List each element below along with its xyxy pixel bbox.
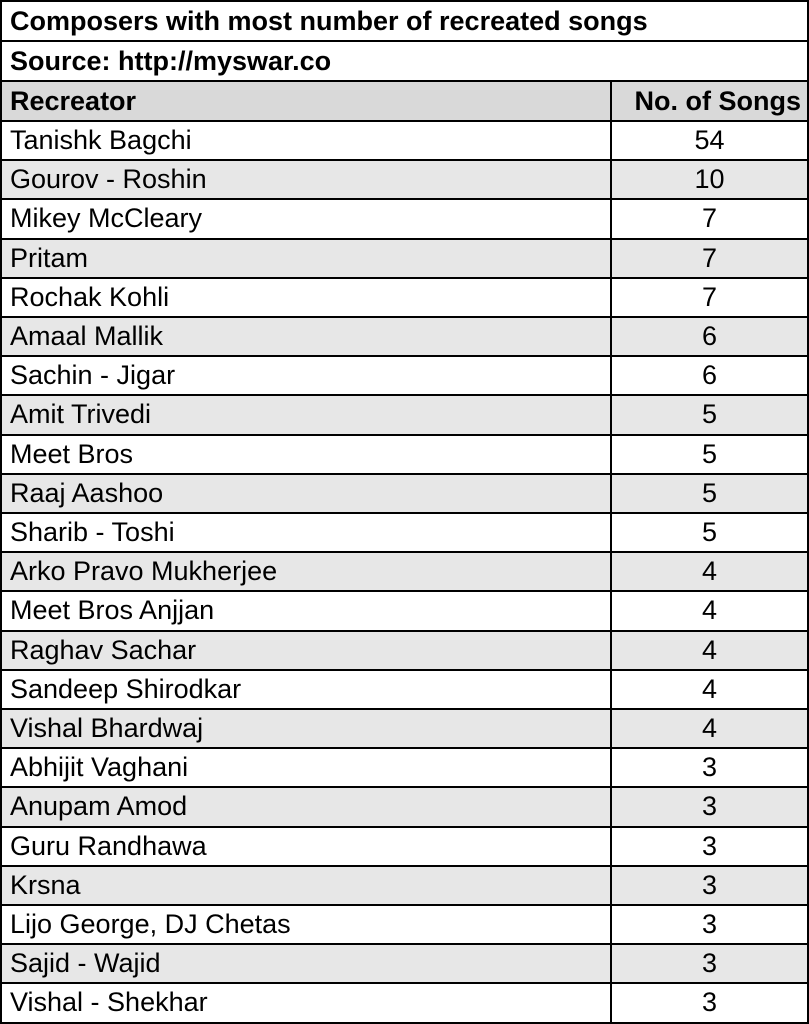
recreator-cell: Raaj Aashoo <box>2 475 612 512</box>
table-header-row <box>0 80 809 120</box>
table-row <box>0 943 809 982</box>
table-row <box>0 708 809 747</box>
table-row <box>0 904 809 943</box>
songs-count-cell: 3 <box>701 752 718 783</box>
recreator-cell: Sandeep Shirodkar <box>2 671 612 708</box>
songs-count-cell: 54 <box>694 125 725 156</box>
table-row <box>0 238 809 277</box>
table-row <box>0 865 809 904</box>
recreator-cell: Krsna <box>2 867 612 904</box>
recreator-cell: Vishal - Shekhar <box>2 984 612 1021</box>
songs-count-cell: 5 <box>701 399 718 430</box>
table-title: Composers with most number of recreated songs <box>10 5 648 36</box>
recreator-cell: Vishal Bhardwaj <box>2 710 612 747</box>
recreator-cell: Sajid - Wajid <box>2 945 612 982</box>
songs-count-cell: 3 <box>701 791 718 822</box>
recreator-cell: Abhijit Vaghani <box>2 749 612 786</box>
recreator-cell: Lijo George, DJ Chetas <box>2 906 612 943</box>
table-row <box>0 277 809 316</box>
recreator-cell: Sachin - Jigar <box>2 357 612 394</box>
recreator-cell: Gourov - Roshin <box>2 161 612 198</box>
table-title-row <box>0 0 809 40</box>
recreator-cell: Guru Randhawa <box>2 828 612 865</box>
songs-count-cell: 4 <box>701 595 718 626</box>
table-row <box>0 590 809 629</box>
recreator-cell: Pritam <box>2 240 612 277</box>
songs-count-cell: 7 <box>701 242 718 273</box>
songs-count-cell: 4 <box>701 673 718 704</box>
songs-count-cell: 3 <box>701 948 718 979</box>
table-row <box>0 316 809 355</box>
songs-count-cell: 7 <box>701 203 718 234</box>
songs-count-cell: 5 <box>701 477 718 508</box>
table-row <box>0 434 809 473</box>
table-row <box>0 355 809 394</box>
recreator-cell: Meet Bros Anjjan <box>2 592 612 629</box>
table-row <box>0 473 809 512</box>
songs-count-cell: 6 <box>701 360 718 391</box>
recreator-cell: Anupam Amod <box>2 788 612 825</box>
table-row <box>0 198 809 237</box>
table-row <box>0 786 809 825</box>
column-header-recreator: Recreator <box>2 82 612 120</box>
recreator-cell: Tanishk Bagchi <box>2 122 612 159</box>
songs-count-cell: 4 <box>701 556 718 587</box>
songs-count-cell: 3 <box>701 830 718 861</box>
songs-count-cell: 7 <box>701 281 718 312</box>
songs-count-cell: 10 <box>694 164 725 195</box>
recreator-cell: Arko Pravo Mukherjee <box>2 553 612 590</box>
table-row <box>0 747 809 786</box>
recreator-cell: Sharib - Toshi <box>2 514 612 551</box>
table-row <box>0 120 809 159</box>
recreator-cell: Raghav Sachar <box>2 632 612 669</box>
recreator-cell: Rochak Kohli <box>2 279 612 316</box>
recreator-cell: Amaal Mallik <box>2 318 612 355</box>
table-source: Source: http://myswar.co <box>10 45 332 76</box>
songs-count-cell: 3 <box>701 987 718 1018</box>
table-source-row <box>0 40 809 80</box>
songs-count-cell: 5 <box>701 438 718 469</box>
column-header-songs: No. of Songs <box>634 85 801 116</box>
songs-count-cell: 5 <box>701 517 718 548</box>
table-row <box>0 630 809 669</box>
table-row <box>0 551 809 590</box>
songs-count-cell: 4 <box>701 713 718 744</box>
recreator-cell: Amit Trivedi <box>2 396 612 433</box>
songs-count-cell: 3 <box>701 869 718 900</box>
songs-count-cell: 6 <box>701 321 718 352</box>
songs-count-cell: 4 <box>701 634 718 665</box>
table-row <box>0 669 809 708</box>
songs-count-cell: 3 <box>701 909 718 940</box>
table-row <box>0 982 809 1021</box>
recreator-cell: Mikey McCleary <box>2 200 612 237</box>
table-row <box>0 159 809 198</box>
recreator-cell: Meet Bros <box>2 436 612 473</box>
table-row <box>0 394 809 433</box>
table-row <box>0 512 809 551</box>
table-row <box>0 826 809 865</box>
